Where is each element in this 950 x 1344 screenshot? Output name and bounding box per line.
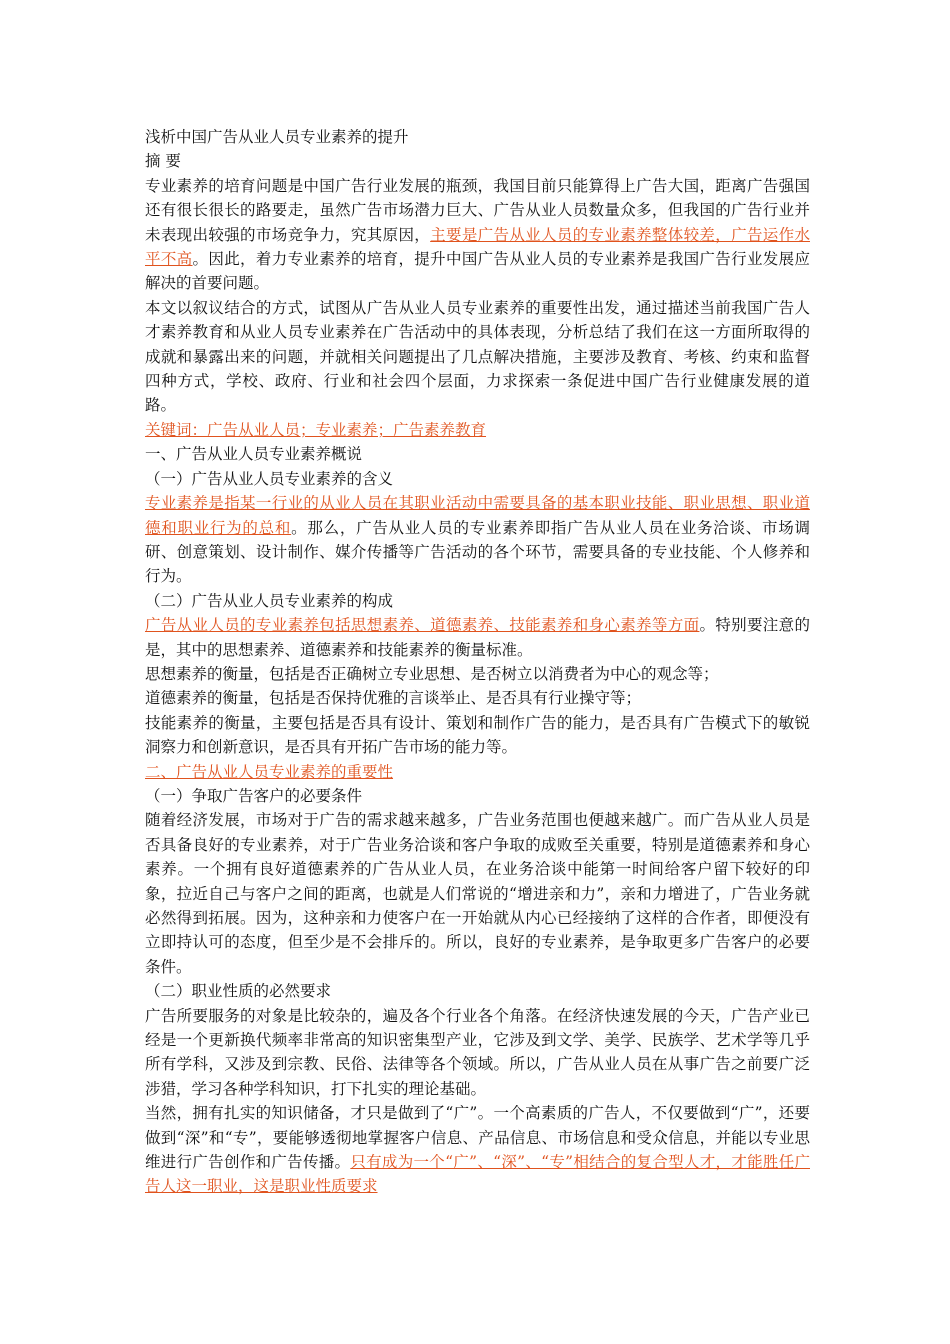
highlighted-text: 主要是广告从业人员的专业素养整体较差，广告运作水平不高 — [145, 225, 810, 269]
subsection-heading-2-1: （一）争取广告客户的必要条件 — [145, 786, 363, 805]
body-paragraph-4 — [145, 613, 810, 662]
body-paragraph-7: 技能素养的衡量，主要包括是否具有设计、策划和制作广告的能力，是否具有广告模式下的敏锐洞察力和创新意识，是否具有开拓广告市场的能力等。 — [145, 713, 810, 757]
highlighted-text: 广告从业人员的专业素养包括思想素养、道德素养、技能素养和身心素养等方面 — [145, 616, 700, 635]
abstract-heading: 摘 要 — [145, 152, 181, 171]
body-paragraph-5: 思想素养的衡量，包括是否正确树立专业思想、是否树立以消费者为中心的观念等； — [145, 664, 719, 683]
text-run: 。因此，着力专业素养的培育，提升中国广告从业人员的专业素养是我国广告行业发展应解决的首要问题。 — [145, 250, 810, 293]
subsection-heading-2-2: （二）职业性质的必然要求 — [145, 982, 332, 1001]
highlighted-text: 只有成为一个“广”、“深”、“专”相结合的复合型人才，才能胜任广告人这一职业，这是职业性质要求 — [145, 1153, 810, 1196]
text-run: 专业素养的培育问题是中国广告行业发展的瓶颈，我国目前只能算得上广告大国，距离广告强国还有很长很长的路要走，虽然广告市场潜力巨大、广告从业人员数量众多，但我国的广告行业并未表现出较强的市场竞争力，究其原因， — [145, 176, 810, 244]
keywords-line: 关键词：广告从业人员；专业素养；广告素养教育 — [145, 420, 487, 439]
subsection-heading-1-2: （二）广告从业人员专业素养的构成 — [145, 591, 394, 610]
abstract-paragraph-1 — [145, 174, 810, 296]
section-heading-2: 二、广告从业人员专业素养的重要性 — [145, 762, 394, 781]
document-page — [145, 125, 810, 1199]
body-paragraph-8: 随着经济发展，市场对于广告的需求越来越多，广告业务范围也便越来越广。而广告从业人员是否具备良好的专业素养，对于广告业务洽谈和客户争取的成败至关重要，特别是道德素养和身心素养。一个拥有良好道德素养的广告从业人员，在业务洽谈中能第一时间给客户留下较好的印象，拉近自己与客户之间的距离，也就是人们常说的“增进亲和力”，亲和力增进了，广告业务就必然得到拓展。因为，这种亲和力使客户在一开始就从内心已经接纳了这样的合作者，即便没有立即持认可的态度，但至少是不会排斥的。所以，良好的专业素养，是争取更多广告客户的必要条件。 — [145, 811, 810, 976]
body-paragraph-6: 道德素养的衡量，包括是否保持优雅的言谈举止、是否具有行业操守等； — [145, 689, 642, 708]
body-paragraph-3 — [145, 491, 810, 589]
body-paragraph-10 — [145, 1101, 810, 1199]
subsection-heading-1-1: （一）广告从业人员专业素养的含义 — [145, 469, 394, 488]
abstract-paragraph-2: 本文以叙议结合的方式，试图从广告从业人员专业素养的重要性出发，通过描述当前我国广告人才素养教育和从业人员专业素养在广告活动中的具体表现，分析总结了我们在这一方面所取得的成就和暴露出来的问题，并就相关问题提出了几点解决措施，主要涉及教育、考核、约束和监督四种方式，学校、政府、行业和社会四个层面，力求探索一条促进中国广告行业健康发展的道路。 — [145, 298, 810, 415]
highlighted-text: 专业素养是指某一行业的从业人员在其职业活动中需要具备的基本职业技能、职业思想、职业道德和职业行为的总和 — [145, 494, 810, 537]
text-run: 当然，拥有扎实的知识储备，才只是做到了“广”。一个高素质的广告人，不仅要做到“广”，还要做到“深”和“专”，要能够透彻地掌握客户信息、产品信息、市场信息和受众信息，并能以专业思维进行广告创作和广告传播。 — [145, 1104, 810, 1172]
body-paragraph-9: 广告所要服务的对象是比较杂的，遍及各个行业各个角落。在经济快速发展的今天，广告产业已经是一个更新换代频率非常高的知识密集型产业，它涉及到文学、美学、民族学、艺术学等几乎所有学科，又涉及到宗教、民俗、法律等各个领域。所以，广告从业人员在从事广告之前要广泛涉猎，学习各种学科知识，打下扎实的理论基础。 — [145, 1006, 810, 1098]
text-run: 。那么，广告从业人员的专业素养即指广告从业人员在业务洽谈、市场调研、创意策划、设计制作、媒介传播等广告活动的各个环节，需要具备的专业技能、个人修养和行为。 — [145, 518, 810, 586]
document-title: 浅析中国广告从业人员专业素养的提升 — [145, 128, 409, 146]
section-heading-1: 一、广告从业人员专业素养概说 — [145, 445, 363, 464]
text-run: 。特别要注意的是，其中的思想素养、道德素养和技能素养的衡量标准。 — [145, 616, 810, 659]
